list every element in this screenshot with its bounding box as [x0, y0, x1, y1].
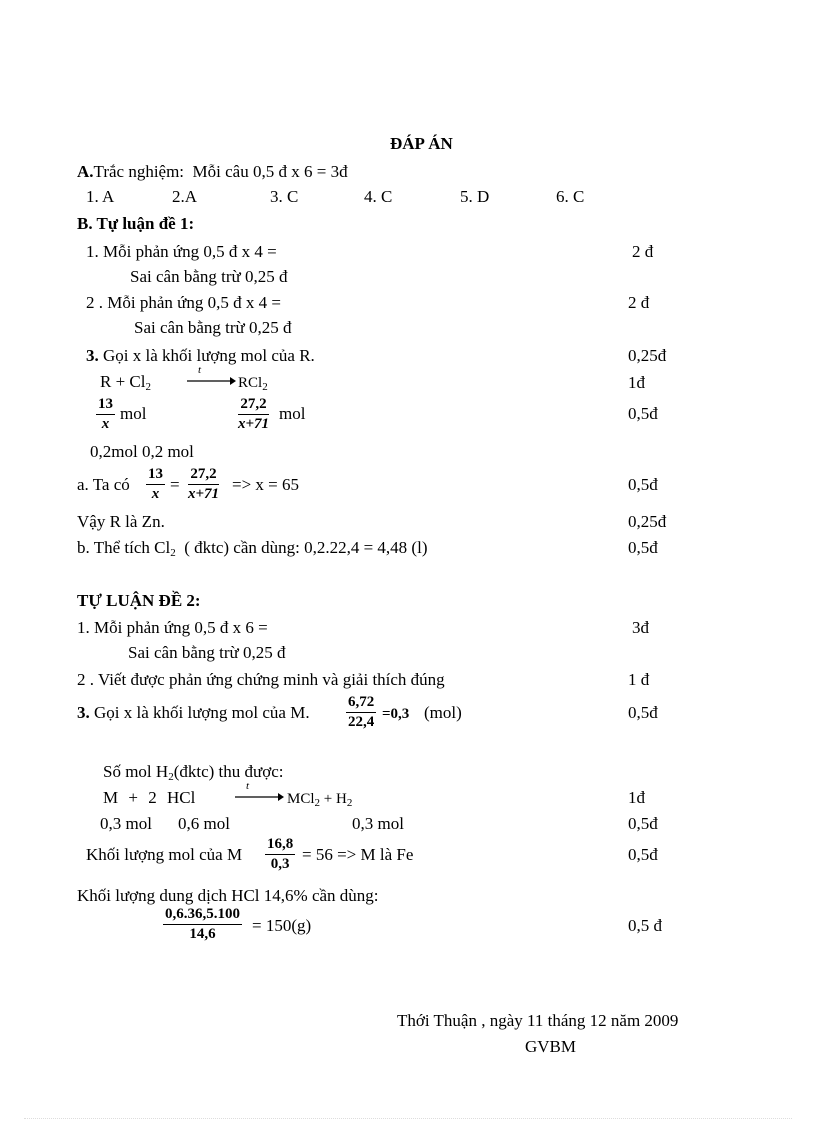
part-a-heading: A. — [77, 162, 94, 181]
b1-frac1-num: 13 — [96, 396, 115, 415]
b1-a-frac1-den: x — [151, 486, 160, 502]
b1-q2-note: Sai cân bằng trừ 0,25 đ — [134, 318, 292, 337]
b1-frac1-den: x — [101, 416, 110, 432]
b2-frac-6-72 — [346, 694, 376, 731]
b2-reaction-score: 1đ — [628, 788, 645, 807]
b2-q1-text: 1. Mỗi phản ứng 0,5 đ x 6 = — [77, 618, 268, 637]
b1-reaction-score: 1đ — [628, 373, 645, 392]
answer-3: 3. C — [270, 187, 299, 206]
b2-unit: (mol) — [424, 703, 462, 722]
b2-q1-score: 3đ — [632, 618, 649, 637]
b2-q3-score: 0,5đ — [628, 703, 658, 722]
b1-a-result: => x = 65 — [232, 475, 300, 494]
b2-frac-den: 22,4 — [348, 714, 375, 730]
b1-frac-13-x — [96, 396, 115, 433]
b1-a-eq: = — [170, 475, 180, 494]
b1-b-sub: 2 — [170, 547, 176, 559]
b1-reaction-right-sub: 2 — [262, 381, 268, 393]
page-bottom-divider — [24, 1118, 792, 1119]
part-a-line — [77, 162, 348, 182]
b1-reaction-right — [238, 373, 268, 393]
answer-1: 1. A — [86, 187, 115, 206]
b2-moles-b: 0,6 mol — [178, 814, 230, 833]
part-a-scoring: Mỗi câu 0,5 đ x 6 = 3đ — [192, 162, 348, 181]
b1-b-pre: b. Thể tích Cl — [77, 538, 171, 557]
b1-q2-score: 2 đ — [628, 293, 650, 312]
b1-frac-27-2 — [236, 396, 271, 433]
b1-b-line — [77, 538, 427, 558]
b1-a-prefix: a. Ta có — [77, 475, 130, 494]
b1-b-post: ( đktc) cần dùng: 0,2.22,4 = 4,48 (l) — [184, 538, 428, 557]
b2-arrow-label: t — [246, 780, 250, 792]
b2-mass-score: 0,5đ — [628, 845, 658, 864]
b2-reaction-h-sub: 2 — [346, 797, 353, 809]
part-b2-heading: TỰ LUẬN ĐỀ 2: — [77, 591, 201, 610]
b1-q3-text: Gọi x là khối lượng mol của R. — [103, 346, 315, 365]
b1-reaction-right-text: RCl — [238, 375, 263, 391]
b1-reaction-left — [100, 372, 151, 392]
b2-hcl-result: = 150(g) — [252, 916, 312, 935]
b2-reaction-right — [287, 789, 352, 809]
b2-mass-num: 16,8 — [265, 836, 295, 855]
b2-hcl-score: 0,5 đ — [628, 916, 662, 935]
b2-q2-text: 2 . Viết được phản ứng chứng minh và giải thích đúng — [77, 670, 445, 689]
b1-a-frac2-den: x+71 — [188, 486, 220, 502]
b2-frac-result: =0,3 — [382, 706, 410, 722]
b2-frac-num: 6,72 — [346, 694, 376, 713]
reaction-arrow-icon — [186, 370, 236, 386]
b1-b-score: 0,5đ — [628, 538, 658, 557]
answer-5: 5. D — [460, 187, 490, 206]
part-a-label: Trắc nghiệm: — [93, 162, 185, 181]
b2-hcl-text: Khối lượng dung dịch HCl 14,6% cần dùng: — [77, 886, 379, 905]
b1-conclusion-score: 0,25đ — [628, 512, 667, 531]
b2-reaction-left: M + 2 HCl — [103, 788, 196, 807]
b1-q1-note: Sai cân bằng trừ 0,25 đ — [130, 267, 288, 286]
b1-a-frac2 — [186, 466, 221, 503]
b1-q3-line — [86, 346, 315, 366]
b1-q1-text: 1. Mỗi phản ứng 0,5 đ x 4 = — [86, 242, 277, 261]
reaction-arrow-icon — [234, 786, 284, 802]
b1-moles: 0,2mol 0,2 mol — [90, 442, 194, 461]
b1-q3-num: 3. — [86, 346, 99, 365]
signature-role: GVBM — [525, 1037, 577, 1056]
b1-q3-score: 0,25đ — [628, 346, 667, 365]
b2-q1-note: Sai cân bằng trừ 0,25 đ — [128, 643, 286, 662]
b2-h2-post: (đktc) thu được: — [173, 762, 284, 781]
answer-2: 2.A — [172, 187, 198, 206]
b1-a-frac2-num: 27,2 — [188, 466, 218, 485]
b2-hcl-num: 0,6.36,5.100 — [163, 906, 242, 925]
b2-reaction-right-text: MCl — [287, 791, 315, 807]
b1-mol2: mol — [279, 404, 306, 423]
b2-q3-line — [77, 703, 310, 723]
answer-4: 4. C — [364, 187, 393, 206]
b2-q3-text: Gọi x là khối lượng mol của M. — [94, 703, 310, 722]
b2-mass-post: = 56 => M là Fe — [302, 845, 414, 864]
b1-reaction-left-sub: 2 — [145, 381, 151, 393]
b2-moles-score: 0,5đ — [628, 814, 658, 833]
b2-q3-num: 3. — [77, 703, 90, 722]
b1-q2-text: 2 . Mỗi phản ứng 0,5 đ x 4 = — [86, 293, 281, 312]
b1-reaction-left-text: R + Cl — [100, 372, 146, 391]
b2-mass-den: 0,3 — [270, 856, 290, 872]
b1-frac2-den: x+71 — [238, 416, 270, 432]
signature-place-date: Thới Thuận , ngày 11 tháng 12 năm 2009 — [397, 1011, 679, 1030]
answer-6: 6. C — [556, 187, 585, 206]
b1-a-frac1 — [146, 466, 165, 503]
b1-a-frac1-num: 13 — [146, 466, 165, 485]
page-title: ĐÁP ÁN — [390, 134, 453, 153]
b2-hcl-frac — [163, 906, 242, 943]
b1-a-score: 0,5đ — [628, 475, 658, 494]
b1-frac2-num: 27,2 — [238, 396, 268, 415]
b2-reaction-right-sub: 2 — [314, 797, 321, 809]
b1-arrow-label: t — [198, 364, 202, 376]
b1-conclusion: Vậy R là Zn. — [77, 512, 165, 531]
part-b1-heading: B. Tự luận đề 1: — [77, 214, 195, 233]
b1-q1-score: 2 đ — [632, 242, 654, 261]
b1-frac-score: 0,5đ — [628, 404, 658, 423]
b2-moles-c: 0,3 mol — [352, 814, 404, 833]
b2-h2-line — [103, 762, 283, 782]
b2-h2-pre: Số mol H — [103, 762, 169, 781]
b2-hcl-den: 14,6 — [189, 926, 216, 942]
b2-h2-sub: 2 — [168, 771, 174, 783]
b2-mass-pre: Khối lượng mol của M — [86, 845, 243, 864]
b1-mol1: mol — [120, 404, 147, 423]
b2-moles-a: 0,3 mol — [100, 814, 152, 833]
b2-reaction-plus: + H — [323, 791, 347, 807]
b2-mass-frac — [265, 836, 295, 873]
b2-q2-score: 1 đ — [628, 670, 650, 689]
